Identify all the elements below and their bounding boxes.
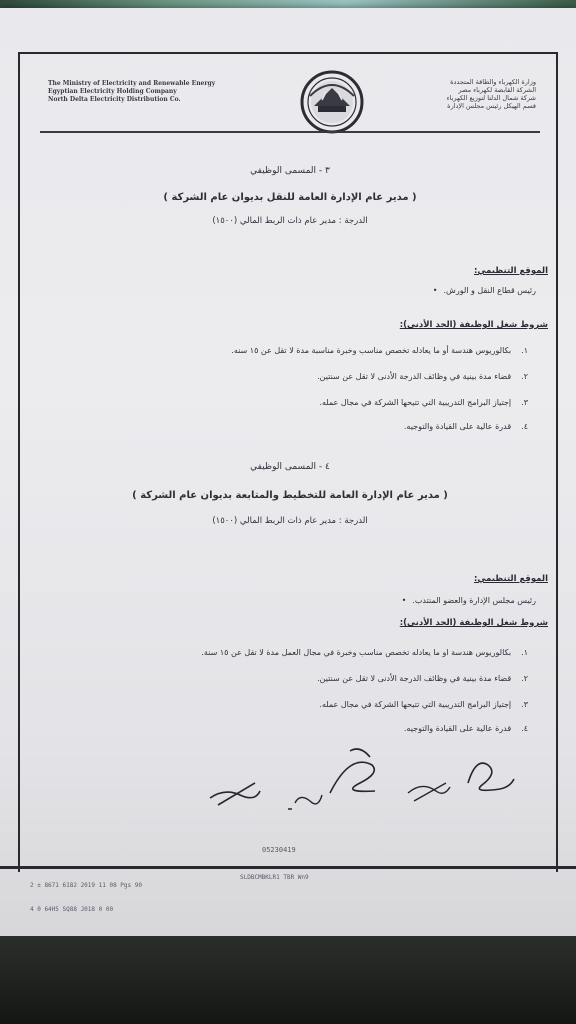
header-arabic-line: شركة شمال الدلتا لتوزيع الكهرباء <box>446 94 536 102</box>
requirement-text: بكالوريوس هندسة أو ما يعادله تخصص مناسب وخبرة مناسبة مدة لا تقل عن ١٥ سنه. <box>231 346 512 355</box>
fax-header-left: 2 ± 8671 6182 2019 11 08 Pgs 90 <box>30 882 142 889</box>
requirement-number: ١. <box>521 346 528 355</box>
section4-title: ٤ - المسمى الوظيفي <box>250 462 330 472</box>
requirement-number: ٣. <box>521 398 528 407</box>
section3-requirement <box>317 372 528 381</box>
section4-requirements-heading: شروط شغل الوظيفة (الحد الأدنى): <box>399 618 548 628</box>
section4-org-item: رئيس مجلس الإدارة والعضو المنتدب. • <box>402 596 536 605</box>
section3-requirements-heading: شروط شغل الوظيفة (الحد الأدنى): <box>399 320 548 330</box>
header-english-line: The Ministry of Electricity and Renewable Energy <box>48 80 216 87</box>
header-arabic-line: قسم الهيكل رئيس مجلس الإدارة <box>447 102 536 110</box>
signatures <box>200 743 520 833</box>
company-logo-icon <box>300 70 364 134</box>
section4-requirement <box>201 648 528 657</box>
requirement-number: ٣. <box>521 700 528 709</box>
section4-grade: الدرجة : مدير عام ذات الربط المالي (١٥٠٠) <box>212 516 368 526</box>
fax-header-left-2: 4 0 64H5 SQ88 J018 0 00 <box>30 906 114 913</box>
header-divider <box>40 131 540 133</box>
section3-grade: الدرجة : مدير عام ذات الربط المالي (١٥٠٠) <box>212 216 368 226</box>
stamp-number: 05230419 <box>262 846 296 854</box>
background-surface <box>0 936 576 1024</box>
signature-mark <box>210 783 260 805</box>
signature-mark <box>468 763 514 790</box>
requirement-text: قدرة عالية على القيادة والتوجيه. <box>403 422 512 431</box>
fax-header-middle: SLDBCMBKLR1 TBR Wn9 <box>240 874 309 881</box>
header-english <box>48 80 298 104</box>
header-arabic-line: وزارة الكهرباء والطاقة المتجددة <box>450 78 536 86</box>
header-english-line: Egyptian Electricity Holding Company <box>48 88 177 95</box>
requirement-text: قدرة عالية على القيادة والتوجيه. <box>403 724 512 733</box>
section3-job-title: ( مدير عام الإدارة العامة للنقل بديوان عام الشركة ) <box>163 192 417 203</box>
section4-job-title: ( مدير عام الإدارة العامة للتخطيط والمتابعة بديوان عام الشركة ) <box>132 490 448 501</box>
section3-org-item: رئيس قطاع النقل و الورش. • <box>433 286 536 295</box>
requirement-number: ٢. <box>521 674 528 683</box>
document-page <box>0 8 576 938</box>
requirement-text: إجتياز البرامج التدريبية التي تتيحها الشركة في مجال عمله. <box>319 398 512 407</box>
section3-requirement <box>319 398 528 407</box>
header-arabic <box>366 78 536 110</box>
section4-requirement <box>317 674 528 683</box>
signature-mark <box>330 749 375 793</box>
requirement-text: بكالوريوس هندسة او ما يعادله تخصص مناسب وخبرة في مجال العمل مدة لا تقل عن ١٥ سنة. <box>201 648 512 657</box>
frame-bottom-rule <box>0 866 576 869</box>
requirement-number: ١. <box>521 648 528 657</box>
header-arabic-line: الشركة القابضة لكهرباء مصر <box>458 86 536 94</box>
requirement-text: قضاء مدة بينية في وظائف الدرجة الأدنى لا تقل عن سنتين. <box>317 674 512 683</box>
section3-org-heading: الموقع التنظيمي: <box>474 266 548 276</box>
header-english-line: North Delta Electricity Distribution Co. <box>48 96 181 103</box>
requirement-text: إجتياز البرامج التدريبية التي تتيحها الشركة في مجال عمله. <box>319 700 512 709</box>
section4-requirement <box>404 724 528 733</box>
requirement-number: ٤. <box>521 724 528 733</box>
requirement-text: قضاء مدة بينية في وظائف الدرجة الأدنى لا تقل عن سنتين. <box>317 372 512 381</box>
signature-mark <box>408 783 450 801</box>
section3-requirement <box>231 346 528 355</box>
requirement-number: ٢. <box>521 372 528 381</box>
section4-requirement <box>319 700 528 709</box>
signature-mark <box>288 795 322 809</box>
section4-org-heading: الموقع التنظيمي: <box>474 574 548 584</box>
requirement-number: ٤. <box>521 422 528 431</box>
section3-title: ٣ - المسمى الوظيفي <box>250 166 330 176</box>
section3-requirement <box>404 422 528 431</box>
